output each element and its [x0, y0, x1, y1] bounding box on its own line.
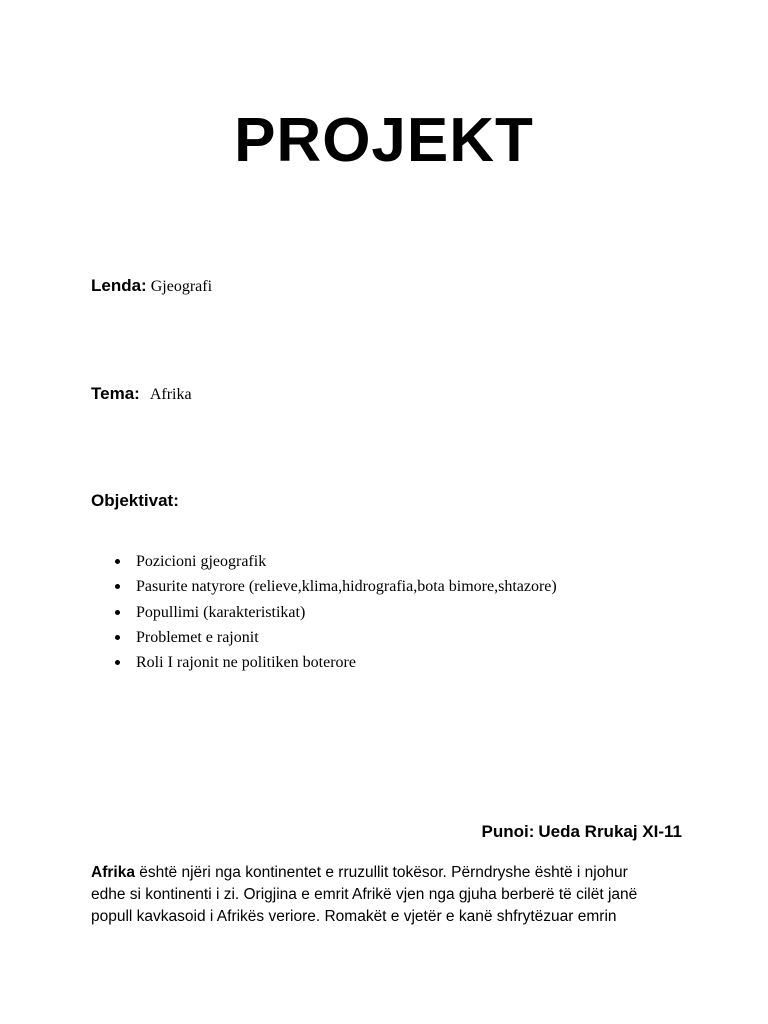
bullet-icon: [115, 610, 120, 615]
topic-value: Afrika: [149, 386, 192, 403]
topic-label: Tema:: [91, 384, 140, 403]
objectives-list: [0, 549, 557, 675]
bullet-icon: [115, 584, 120, 589]
list-item-text: Pozicioni gjeografik: [136, 553, 267, 570]
author-label: Punoi:: [481, 822, 535, 841]
paragraph-line-2: edhe si kontinenti i zi. Origjina e emrit Afrikë vjen nga gjuha berberë të cilët janë: [91, 886, 638, 903]
bullet-icon: [115, 559, 120, 564]
author-name: Ueda Rrukaj XI-11: [538, 822, 682, 841]
topic-field: [91, 384, 192, 404]
list-item: [0, 625, 557, 650]
list-item-text: Pasurite natyrore (relieve,klima,hidrografia,bota bimore,shtazore): [136, 578, 557, 596]
bullet-icon: [115, 660, 120, 665]
paragraph-lead-word: Afrika: [91, 864, 135, 881]
list-item-text: Problemet e rajonit: [136, 628, 259, 646]
list-item: [0, 650, 557, 675]
document-title: PROJEKT: [234, 106, 534, 175]
objectives-heading: Objektivat:: [91, 491, 179, 510]
subject-value: Gjeografi: [150, 278, 213, 295]
paragraph-line-1-text: është njëri nga kontinentet e rruzullit tokësor. Përndryshe është i njohur: [134, 864, 628, 881]
list-item: [0, 600, 557, 625]
subject-field: [91, 276, 212, 296]
author-field: [481, 822, 682, 842]
paragraph-line-1: [91, 862, 691, 884]
list-item: [0, 549, 557, 574]
paragraph-line-3: popull kavkasoid i Afrikës veriore. Romakët e vjetër e kanë shfrytëzuar emrin: [91, 908, 617, 925]
list-item-text: Roli I rajonit ne politiken boterore: [136, 654, 356, 672]
list-item-text: Popullimi (karakteristikat): [136, 603, 306, 621]
list-item: [0, 574, 557, 599]
bullet-icon: [115, 635, 120, 640]
subject-label: Lenda:: [91, 276, 147, 295]
body-paragraph: [91, 862, 691, 928]
